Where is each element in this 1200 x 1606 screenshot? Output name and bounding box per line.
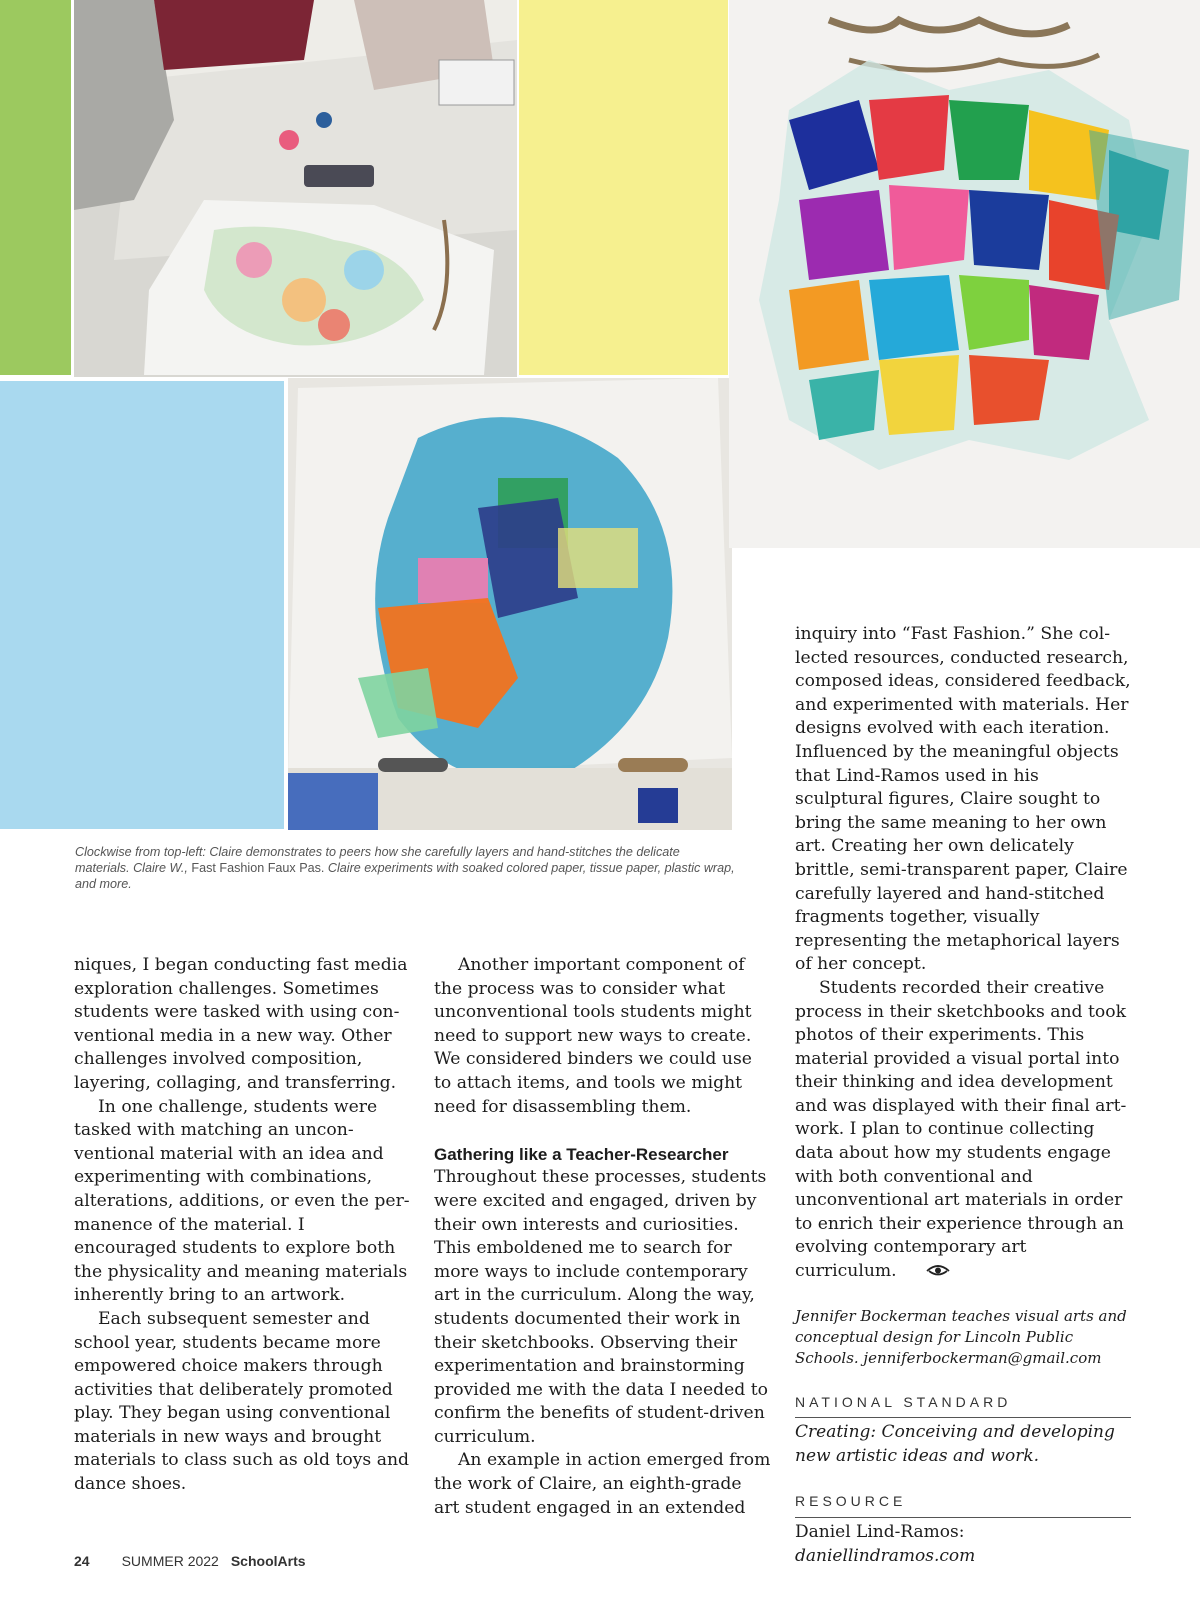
page-number: 24 [74, 1553, 90, 1569]
photo-soaked-paper-experiment [288, 378, 732, 830]
issue-date: SUMMER 2022 [121, 1553, 219, 1569]
caption-artwork-title: Fast Fashion Faux Pas. [191, 861, 325, 875]
paragraph-text: Students recorded their creative process in their sketchbooks and took photos of their experiments. This material provided a visual portal into their thinking and idea development and was displayed with their final artwork. I plan to continue collecting data about how my students engage with both conventional and unconventional art materials in order to enrich their experience through an evolving contemporary art curriculum. [795, 977, 1127, 1282]
article-column-2 [434, 954, 772, 1520]
section-subhead: Gathering like a Teacher-Researcher [434, 1144, 729, 1164]
resource-label: RESOURCE [795, 1490, 1131, 1518]
magazine-name: SchoolArts [230, 1553, 306, 1569]
blue-color-block [0, 381, 284, 829]
resource-entry [795, 1521, 1131, 1568]
paragraph: Another important component of the process was to consider what unconventional tools students might need to support new ways to create. We considered binders we could use to attach items, and tools we might need for disassembling them. [434, 955, 752, 1117]
eye-icon [901, 1261, 927, 1275]
paragraph: niques, I began conducting fast media exploration challenges. Sometimes students were tasked with using conventional media in a new way. Other challenges involved composition, layering, collaging, and transferring. [74, 955, 408, 1093]
resource-name: Daniel Lind-Ramos: [795, 1522, 965, 1542]
caption-text-1: Clockwise from top-left: Claire demonstrates to peers how she carefully layers and hand-stitches the delicate materials. Claire W., [75, 845, 680, 875]
yellow-color-block [519, 0, 728, 375]
paragraph: An example in action emerged from the work of Claire, an eighth-grade art student engaged in an extended [434, 1450, 771, 1518]
green-color-block [0, 0, 71, 375]
article-column-3 [795, 623, 1131, 1568]
article-column-1 [74, 954, 412, 1497]
caption-text-2: Claire experiments with soaked colored paper, tissue paper, plastic wrap, and more. [75, 861, 735, 891]
page-footer [74, 1553, 306, 1569]
paragraph: inquiry into “Fast Fashion.” She collected resources, conducted research, composed ideas, considered feedback, and experimented with materials. Her designs evolved with each iteration. Influenced by the meaningful objects that Lind-Ramos used in his sculptural figures, Claire sought to bring the same meaning to her own art. Creating her own delicately brittle, semi-transparent paper, Claire carefully layered and hand-stitched fragments together, visually representing the metaphorical layers of her concept. [795, 624, 1131, 975]
photo-caption [75, 844, 735, 892]
paragraph: Each subsequent semester and school year, students became more empowered choice makers through activities that deliberately promoted play. They began using conventional materials in new ways and brought materials to class such as old toys and dance shoes. [74, 1308, 410, 1495]
resource-link[interactable]: daniellindramos.com [795, 1545, 976, 1566]
photo-claire-demonstrating [74, 0, 517, 377]
paragraph: In one challenge, students were tasked with matching an unconventional material with an idea and experimenting with combinations, alterations, additions, or even the permanence of the material. I encouraged students to explore both the physicality and meaning materials inherently bring to an artwork. [74, 1096, 410, 1306]
author-bio: Jennifer Bockerman teaches visual arts and conceptual design for Lincoln Public Schools. jenniferbockerman@gmail.com [795, 1306, 1127, 1367]
national-standard-label: NATIONAL STANDARD [795, 1391, 1131, 1419]
paragraph: Throughout these processes, students were excited and engaged, driven by their own interests and curiosities. This emboldened me to search for more ways to include contemporary art in the curriculum. Along the way, students documented their work in their sketchbooks. Observing their experimentation and brainstorming provided me with the data I needed to confirm the benefits of student-driven curriculum. [434, 1167, 769, 1447]
national-standard-text: Creating: Conceiving and developing new artistic ideas and work. [795, 1422, 1115, 1466]
photo-fast-fashion-faux-pas [729, 0, 1200, 548]
paragraph [795, 977, 1131, 1284]
